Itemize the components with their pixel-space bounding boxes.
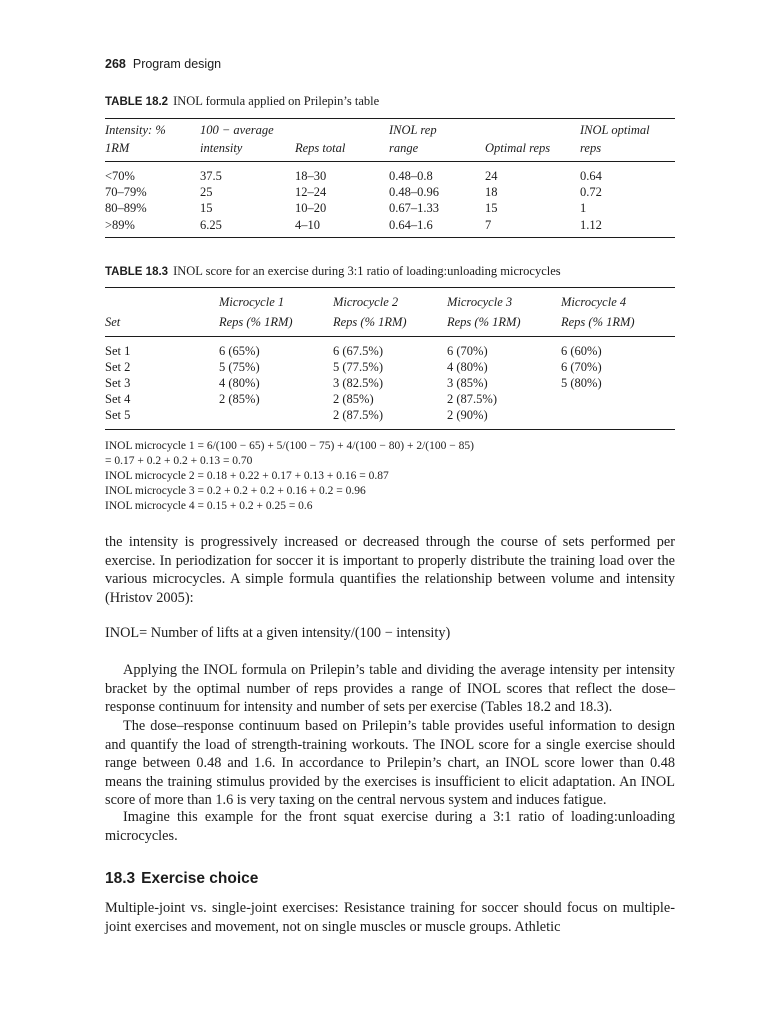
- table-bottom-rule: [105, 429, 675, 430]
- body-paragraph: Applying the INOL formula on Prilepin’s table and dividing the average intensity per intensity bracket by the optimal number of reps provides a range of INOL scores that reflect the dose–response continuum for intensity and number of sets per exercise (Tables 18.2 and 18.3).: [105, 662, 675, 716]
- column-header: intensity: [200, 141, 243, 155]
- table-cell: 1: [580, 201, 587, 215]
- column-header: reps: [580, 141, 602, 155]
- table-cell: 4 (80%): [219, 376, 260, 390]
- table-label: TABLE 18.2: [105, 96, 169, 108]
- table-cell: 5 (77.5%): [333, 360, 383, 374]
- column-header: Set: [105, 315, 121, 329]
- table-cell: 0.64: [580, 169, 602, 183]
- body-paragraph: The dose–response continuum based on Prilepin’s table provides useful information to design and quantify the load of strength-training workouts. The INOL score for a single exercise should range between 0.48 and 1.6. In accordance to Prilepin’s chart, an INOL score lower than 0.48 means the training stimulus provided by the exercises is insufficient to elicit adaptation. An INOL score of more than 1.6 is very taxing on the central nervous system and induces fatigue.: [105, 718, 675, 809]
- column-header: range: [389, 141, 419, 155]
- table-cell: 2 (85%): [219, 392, 260, 406]
- table-cell: 12–24: [295, 185, 327, 199]
- table-18-3-caption: [105, 264, 561, 279]
- body-paragraph: the intensity is progressively increased or decreased through the course of sets performed per exercise. In periodization for soccer it is important to properly distribute the training load over the various microcycles. A simple formula quantifies the relationship between volume and intensity (Hristov 2005):: [105, 534, 675, 606]
- table-note: INOL microcycle 3 = 0.2 + 0.2 + 0.2 + 0.16 + 0.2 = 0.96: [105, 485, 366, 497]
- table-cell: 18–30: [295, 169, 327, 183]
- column-header: Reps total: [295, 141, 346, 155]
- table-header-rule: [105, 336, 675, 337]
- column-header: Intensity: %: [105, 123, 166, 137]
- body-paragraph: Multiple-joint vs. single-joint exercises: Resistance training for soccer should focus on multiple-joint exercises and movement, not on single muscles or muscle groups. Athletic: [105, 900, 675, 935]
- table-cell: 6.25: [200, 218, 222, 232]
- table-cell: 6 (70%): [561, 360, 602, 374]
- table-cell: 6 (65%): [219, 344, 260, 358]
- column-header: Reps (% 1RM): [561, 315, 635, 329]
- table-cell: 6 (67.5%): [333, 344, 383, 358]
- table-cell: 6 (60%): [561, 344, 602, 358]
- table-cell: 4–10: [295, 218, 320, 232]
- table-caption-text: INOL score for an exercise during 3:1 ratio of loading:unloading microcycles: [173, 264, 561, 278]
- table-header-rule: [105, 161, 675, 162]
- column-header: Reps (% 1RM): [219, 315, 293, 329]
- table-note: INOL microcycle 2 = 0.18 + 0.22 + 0.17 + 0.13 + 0.16 = 0.87: [105, 470, 389, 482]
- table-cell: Set 5: [105, 408, 131, 422]
- table-18-2-caption: [105, 94, 379, 109]
- table-cell: 2 (87.5%): [447, 392, 497, 406]
- inol-formula: INOL= Number of lifts at a given intensity/(100 − intensity): [105, 625, 451, 641]
- table-cell: 0.64–1.6: [389, 218, 433, 232]
- table-cell: 0.67–1.33: [389, 201, 439, 215]
- table-cell: 10–20: [295, 201, 327, 215]
- table-note: = 0.17 + 0.2 + 0.2 + 0.13 = 0.70: [105, 455, 253, 467]
- section-number: 18.3: [105, 870, 136, 887]
- table-cell: 15: [200, 201, 213, 215]
- table-cell: 4 (80%): [447, 360, 488, 374]
- table-cell: >89%: [105, 218, 135, 232]
- table-cell: 80–89%: [105, 201, 147, 215]
- column-header: INOL optimal: [580, 123, 650, 137]
- column-header: 100 − average: [200, 123, 274, 137]
- table-bottom-rule: [105, 237, 675, 238]
- table-cell: <70%: [105, 169, 135, 183]
- table-cell: 0.72: [580, 185, 602, 199]
- column-header: INOL rep: [389, 123, 437, 137]
- table-cell: 15: [485, 201, 498, 215]
- table-cell: 7: [485, 218, 492, 232]
- column-header: Microcycle 1: [219, 295, 285, 309]
- running-head-title: Program design: [132, 57, 222, 71]
- table-cell: Set 1: [105, 344, 131, 358]
- table-caption-text: INOL formula applied on Prilepin’s table: [173, 94, 380, 108]
- table-cell: Set 3: [105, 376, 131, 390]
- running-head: [105, 57, 221, 71]
- table-note: INOL microcycle 4 = 0.15 + 0.2 + 0.25 = 0.6: [105, 500, 313, 512]
- table-cell: Set 2: [105, 360, 131, 374]
- column-header: Microcycle 3: [447, 295, 513, 309]
- column-header: Microcycle 4: [561, 295, 627, 309]
- table-cell: 0.48–0.96: [389, 185, 439, 199]
- section-title: Exercise choice: [141, 870, 259, 887]
- table-cell: 24: [485, 169, 498, 183]
- column-header: Reps (% 1RM): [333, 315, 407, 329]
- table-cell: 6 (70%): [447, 344, 488, 358]
- column-header: Microcycle 2: [333, 295, 399, 309]
- table-label: TABLE 18.3: [105, 266, 169, 278]
- table-cell: 2 (90%): [447, 408, 488, 422]
- table-top-rule: [105, 287, 675, 288]
- page-number: 268: [105, 57, 126, 71]
- table-cell: 18: [485, 185, 498, 199]
- body-paragraph: Imagine this example for the front squat exercise during a 3:1 ratio of loading:unloading microcycles.: [105, 809, 675, 844]
- section-heading: [105, 870, 258, 888]
- table-cell: 0.48–0.8: [389, 169, 433, 183]
- table-note: INOL microcycle 1 = 6/(100 − 65) + 5/(100 − 75) + 4/(100 − 80) + 2/(100 − 85): [105, 440, 474, 452]
- table-cell: Set 4: [105, 392, 131, 406]
- table-cell: 1.12: [580, 218, 602, 232]
- table-cell: 2 (87.5%): [333, 408, 383, 422]
- table-cell: 37.5: [200, 169, 222, 183]
- table-top-rule: [105, 118, 675, 119]
- table-cell: 3 (85%): [447, 376, 488, 390]
- table-cell: 5 (80%): [561, 376, 602, 390]
- table-cell: 3 (82.5%): [333, 376, 383, 390]
- table-cell: 70–79%: [105, 185, 147, 199]
- column-header: Reps (% 1RM): [447, 315, 521, 329]
- table-cell: 5 (75%): [219, 360, 260, 374]
- column-header: 1RM: [105, 141, 130, 155]
- table-cell: 2 (85%): [333, 392, 374, 406]
- column-header: Optimal reps: [485, 141, 551, 155]
- table-cell: 25: [200, 185, 213, 199]
